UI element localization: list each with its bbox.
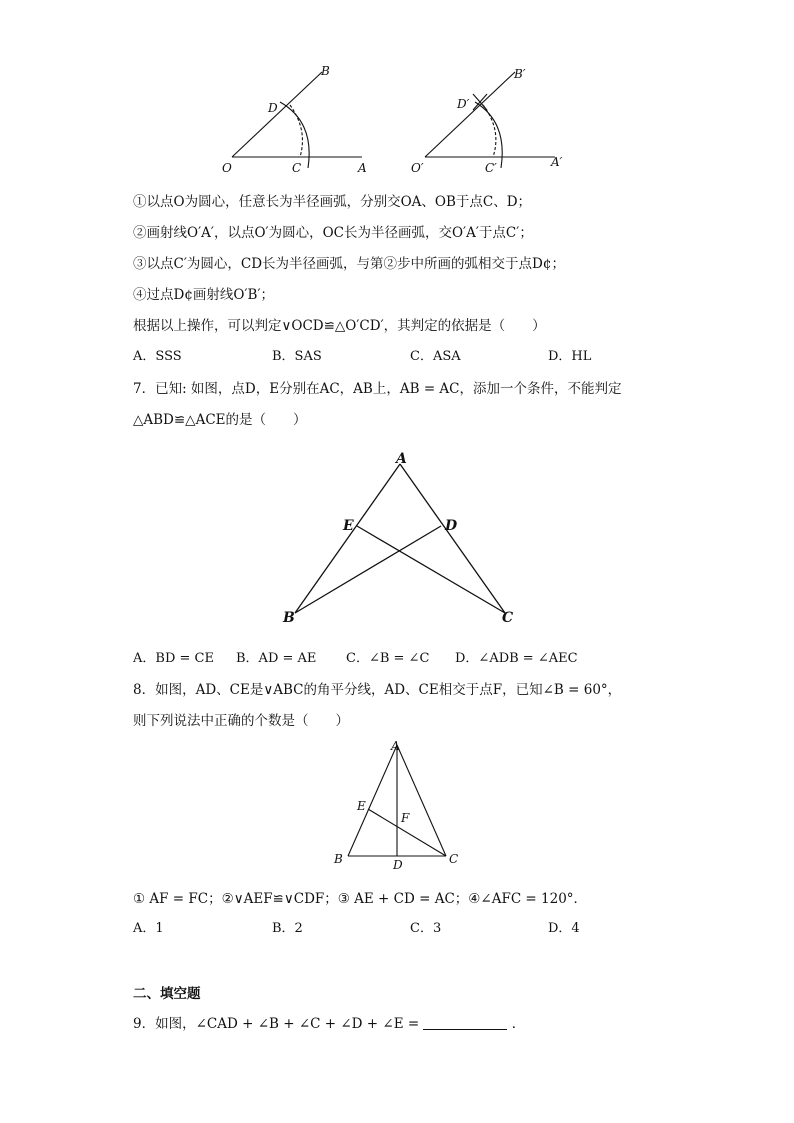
q7-option-d: D．∠ADB = ∠AEC: [455, 651, 578, 666]
q7-option-c: C．∠B = ∠C: [346, 651, 430, 666]
label-B: B: [283, 610, 295, 626]
label-A: A: [396, 451, 407, 467]
label-D-prime: D′: [457, 97, 470, 111]
q9-line: [133, 1015, 525, 1033]
label-C-prime: C′: [485, 161, 497, 175]
q8-option-b: B．2: [272, 921, 303, 936]
label-E: E: [343, 518, 354, 534]
label-B-prime: B′: [514, 67, 526, 81]
label-B: B: [321, 64, 330, 78]
label-E: E: [357, 799, 366, 813]
label-B: B: [334, 852, 343, 866]
label-D: D: [445, 518, 458, 534]
label-C: C: [502, 610, 514, 626]
section-heading: 二、填空题: [133, 986, 201, 1002]
q6-question: 根据以上操作，可以判定∨OCD≌△O′CD′，其判定的依据是（ ）: [133, 318, 546, 334]
q8-statements: ① AF = FC；②∨AEF≌∨CDF；③ AE + CD = AC；④∠AFC = 120°．: [133, 891, 588, 907]
q6-step-3: ③以点C′为圆心，CD长为半径画弧，与第②步中所画的弧相交于点D¢；: [133, 256, 565, 272]
q9-period: ．: [511, 1016, 526, 1032]
q9-text: 9．如图，∠CAD + ∠B + ∠C + ∠D + ∠E =: [133, 1016, 420, 1032]
q8-line-2: 则下列说法中正确的个数是（ ）: [133, 713, 349, 729]
triangle-abc-figure: [275, 450, 525, 635]
angle-bisector-figure: [325, 735, 465, 870]
label-A: A: [358, 161, 367, 175]
q8-option-c: C．3: [410, 921, 442, 936]
q6-step-1: ①以点O为圆心，任意长为半径画弧，分别交OA、OB于点C、D；: [133, 194, 532, 210]
q6-step-2: ②画射线O′A′，以点O′为圆心，OC长为半径画弧，交O′A′于点C′；: [133, 225, 533, 241]
label-F: F: [401, 811, 410, 825]
label-C: C: [449, 852, 459, 866]
q7-option-a: A．BD = CE: [133, 651, 214, 666]
q8-option-d: D．4: [548, 921, 580, 936]
label-C: C: [292, 161, 302, 175]
q6-option-c: C．ASA: [410, 349, 461, 364]
label-D: D: [268, 101, 278, 115]
q6-option-d: D．HL: [548, 349, 592, 364]
q8-line-1: 8．如图，AD、CE是∨ABC的角平分线，AD、CE相交于点F，已知∠B = 60°，: [133, 682, 622, 698]
label-O: O: [222, 161, 232, 175]
label-A: A: [391, 739, 400, 753]
q6-step-4: ④过点D¢画射线O′B′；: [133, 287, 275, 303]
q9-answer-blank[interactable]: [423, 1015, 507, 1030]
angle-copy-figure: [215, 60, 585, 180]
q7-line-2: △ABD≌△ACE的是（ ）: [133, 412, 307, 428]
label-O-prime: O′: [411, 161, 424, 175]
label-A-prime: A′: [551, 155, 563, 169]
q6-option-b: B．SAS: [272, 349, 322, 364]
q6-option-a: A．SSS: [133, 349, 182, 364]
q7-line-1: 7．已知: 如图，点D，E分别在AC，AB上，AB = AC，添加一个条件，不能判定: [133, 381, 622, 397]
label-D: D: [393, 858, 403, 870]
q8-option-a: A．1: [133, 921, 164, 936]
q7-option-b: B．AD = AE: [236, 651, 317, 666]
